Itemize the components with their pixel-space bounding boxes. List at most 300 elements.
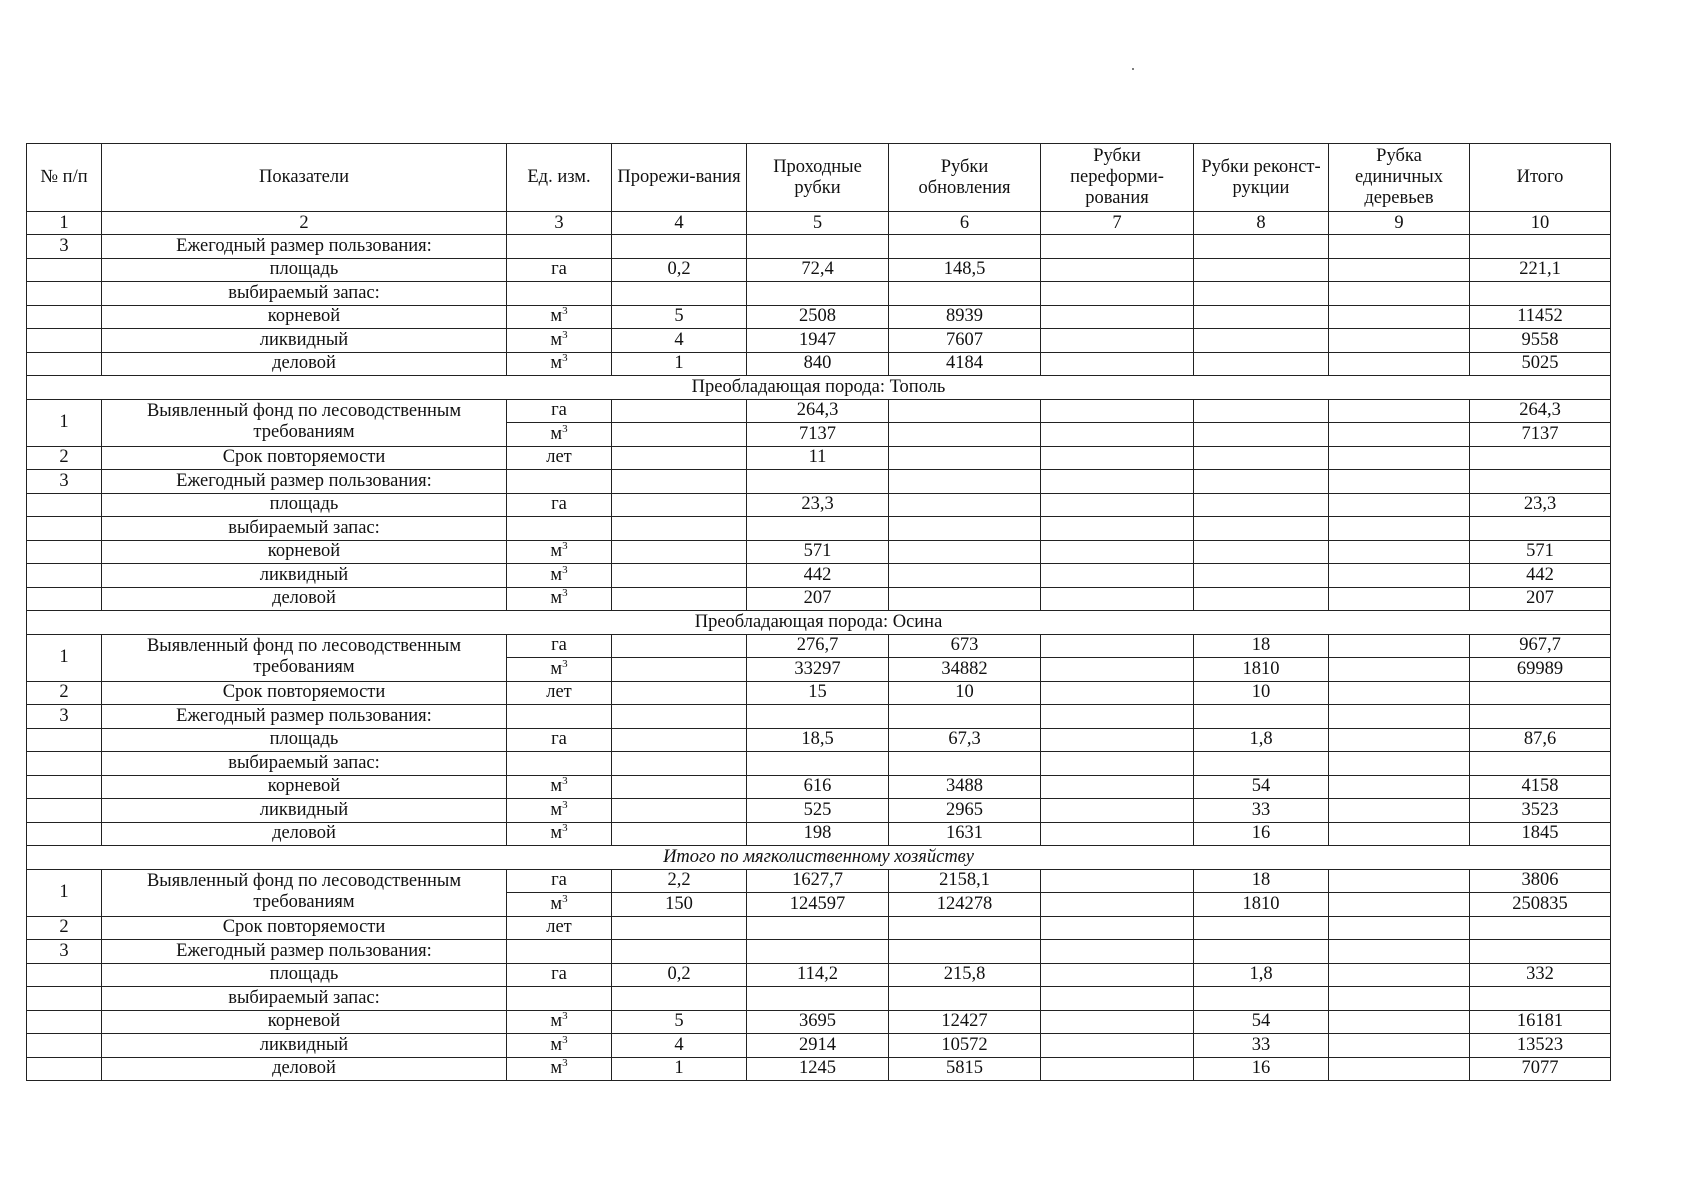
indicator-name: выбираемый запас: [102, 517, 507, 541]
value-cell: 114,2 [747, 963, 889, 987]
row-number [27, 587, 102, 611]
column-header: Итого [1470, 144, 1611, 212]
value-cell [1194, 916, 1329, 940]
value-cell [1194, 517, 1329, 541]
value-cell: 4158 [1470, 775, 1611, 799]
value-cell [1329, 352, 1470, 376]
value-cell: 0,2 [612, 963, 747, 987]
value-cell [1329, 329, 1470, 353]
value-cell [1041, 517, 1194, 541]
value-cell: 10 [1194, 681, 1329, 705]
value-cell: 3695 [747, 1010, 889, 1034]
table-row [27, 728, 1611, 752]
value-cell [1329, 893, 1470, 917]
value-cell [889, 587, 1041, 611]
value-cell [1041, 423, 1194, 447]
indicator-name: корневой [102, 540, 507, 564]
value-cell [1329, 564, 1470, 588]
row-number [27, 963, 102, 987]
value-cell [1194, 352, 1329, 376]
value-cell: 13523 [1470, 1034, 1611, 1058]
row-number [27, 329, 102, 353]
value-cell [889, 540, 1041, 564]
value-cell [1470, 752, 1611, 776]
unit-cell: $м^3$ [507, 1057, 612, 1081]
unit-cell: $м^3$ [507, 893, 612, 917]
value-cell [1329, 540, 1470, 564]
value-cell [1194, 305, 1329, 329]
value-cell: 23,3 [1470, 493, 1611, 517]
value-cell [612, 775, 747, 799]
indicator-name: ликвидный [102, 564, 507, 588]
row-number: 3 [27, 940, 102, 964]
value-cell: 9558 [1470, 329, 1611, 353]
unit-cell: га [507, 258, 612, 282]
value-cell [1470, 282, 1611, 306]
table-row [27, 587, 1611, 611]
value-cell: 1810 [1194, 893, 1329, 917]
indicator-name: выбираемый запас: [102, 752, 507, 776]
value-cell [1041, 1034, 1194, 1058]
indicator-name: Ежегодный размер пользования: [102, 235, 507, 259]
indicator-name: Выявленный фонд по лесоводственным требованиям [102, 869, 507, 916]
value-cell [1041, 282, 1194, 306]
unit-cell [507, 470, 612, 494]
value-cell: 0,2 [612, 258, 747, 282]
unit-cell [507, 282, 612, 306]
value-cell [1041, 305, 1194, 329]
row-number: 2 [27, 446, 102, 470]
table-row [27, 681, 1611, 705]
table-row [27, 822, 1611, 846]
row-number [27, 799, 102, 823]
value-cell [889, 282, 1041, 306]
indicator-name: деловой [102, 352, 507, 376]
column-number: 8 [1194, 212, 1329, 235]
value-cell [889, 399, 1041, 423]
value-cell: 571 [747, 540, 889, 564]
value-cell [612, 916, 747, 940]
table-row [27, 470, 1611, 494]
value-cell [612, 987, 747, 1011]
table-row [27, 352, 1611, 376]
column-header: Рубка единичных деревьев [1329, 144, 1470, 212]
value-cell [612, 752, 747, 776]
value-cell [889, 987, 1041, 1011]
value-cell [889, 235, 1041, 259]
value-cell [1041, 893, 1194, 917]
value-cell [1041, 1057, 1194, 1081]
forest-use-table [26, 143, 1611, 1081]
value-cell [612, 517, 747, 541]
indicator-name: Ежегодный размер пользования: [102, 470, 507, 494]
value-cell [1329, 916, 1470, 940]
value-cell [1041, 752, 1194, 776]
section-title: Преобладающая порода: Тополь [27, 376, 1611, 400]
row-number: 3 [27, 705, 102, 729]
unit-cell: лет [507, 681, 612, 705]
row-number: 3 [27, 470, 102, 494]
row-number [27, 1034, 102, 1058]
unit-cell: га [507, 869, 612, 893]
value-cell [1041, 399, 1194, 423]
value-cell [1329, 1057, 1470, 1081]
value-cell [1041, 1010, 1194, 1034]
unit-cell: га [507, 963, 612, 987]
value-cell [1470, 916, 1611, 940]
value-cell [612, 658, 747, 682]
value-cell: 673 [889, 634, 1041, 658]
indicator-name: корневой [102, 1010, 507, 1034]
row-number [27, 282, 102, 306]
value-cell [1470, 446, 1611, 470]
value-cell: 1 [612, 1057, 747, 1081]
value-cell [1194, 329, 1329, 353]
value-cell: 1,8 [1194, 728, 1329, 752]
value-cell: 10 [889, 681, 1041, 705]
row-number [27, 564, 102, 588]
value-cell: 15 [747, 681, 889, 705]
value-cell [747, 517, 889, 541]
value-cell: 207 [747, 587, 889, 611]
value-cell [612, 470, 747, 494]
table-row [27, 540, 1611, 564]
value-cell: 525 [747, 799, 889, 823]
value-cell [1329, 517, 1470, 541]
value-cell [889, 470, 1041, 494]
value-cell: 571 [1470, 540, 1611, 564]
value-cell: 332 [1470, 963, 1611, 987]
value-cell [889, 423, 1041, 447]
section-header-row [27, 376, 1611, 400]
value-cell [1329, 423, 1470, 447]
value-cell [1329, 681, 1470, 705]
value-cell [747, 282, 889, 306]
value-cell [1194, 493, 1329, 517]
value-cell [889, 517, 1041, 541]
unit-cell [507, 752, 612, 776]
value-cell [1194, 423, 1329, 447]
value-cell: 33297 [747, 658, 889, 682]
row-number [27, 493, 102, 517]
value-cell: 264,3 [747, 399, 889, 423]
column-number: 9 [1329, 212, 1470, 235]
indicator-name: ликвидный [102, 1034, 507, 1058]
table-row [27, 752, 1611, 776]
column-number-row [27, 212, 1611, 235]
table-row [27, 963, 1611, 987]
unit-cell: $м^3$ [507, 1034, 612, 1058]
row-number: 1 [27, 399, 102, 446]
value-cell [612, 564, 747, 588]
section-header-row [27, 846, 1611, 870]
indicator-name: Срок повторяемости [102, 681, 507, 705]
value-cell: 34882 [889, 658, 1041, 682]
value-cell [1194, 235, 1329, 259]
indicator-name: корневой [102, 305, 507, 329]
value-cell: 54 [1194, 775, 1329, 799]
indicator-name: Ежегодный размер пользования: [102, 940, 507, 964]
unit-cell: $м^3$ [507, 587, 612, 611]
unit-cell: $м^3$ [507, 1010, 612, 1034]
value-cell: 3806 [1470, 869, 1611, 893]
table-row [27, 329, 1611, 353]
unit-cell [507, 517, 612, 541]
table-row [27, 987, 1611, 1011]
value-cell [1329, 987, 1470, 1011]
value-cell [612, 940, 747, 964]
value-cell: 5 [612, 1010, 747, 1034]
value-cell [1194, 470, 1329, 494]
value-cell [1041, 352, 1194, 376]
value-cell [1329, 799, 1470, 823]
value-cell: 221,1 [1470, 258, 1611, 282]
value-cell [1329, 822, 1470, 846]
unit-cell: лет [507, 446, 612, 470]
value-cell [1329, 1010, 1470, 1034]
unit-cell: $м^3$ [507, 822, 612, 846]
row-number: 3 [27, 235, 102, 259]
value-cell: 1947 [747, 329, 889, 353]
value-cell [612, 634, 747, 658]
row-number: 2 [27, 681, 102, 705]
header-row [27, 144, 1611, 212]
value-cell [1329, 963, 1470, 987]
column-number: 10 [1470, 212, 1611, 235]
value-cell: 16181 [1470, 1010, 1611, 1034]
value-cell [1041, 446, 1194, 470]
value-cell: 18 [1194, 634, 1329, 658]
value-cell [1194, 540, 1329, 564]
unit-cell: га [507, 728, 612, 752]
value-cell [747, 987, 889, 1011]
row-number: 1 [27, 634, 102, 681]
table-row [27, 493, 1611, 517]
table-row [27, 258, 1611, 282]
unit-cell: га [507, 634, 612, 658]
column-number: 2 [102, 212, 507, 235]
value-cell: 33 [1194, 1034, 1329, 1058]
table-row [27, 1034, 1611, 1058]
value-cell: 16 [1194, 822, 1329, 846]
value-cell [1194, 446, 1329, 470]
table-row [27, 1010, 1611, 1034]
unit-cell [507, 705, 612, 729]
value-cell [1470, 940, 1611, 964]
row-number [27, 540, 102, 564]
value-cell [1329, 399, 1470, 423]
table-row [27, 1057, 1611, 1081]
table-row [27, 305, 1611, 329]
value-cell [1470, 470, 1611, 494]
table-row [27, 869, 1611, 893]
value-cell: 124278 [889, 893, 1041, 917]
value-cell [1041, 235, 1194, 259]
table-row [27, 705, 1611, 729]
value-cell: 54 [1194, 1010, 1329, 1034]
value-cell: 8939 [889, 305, 1041, 329]
unit-cell: $м^3$ [507, 540, 612, 564]
value-cell [1470, 235, 1611, 259]
value-cell [1041, 775, 1194, 799]
indicator-name: Срок повторяемости [102, 916, 507, 940]
value-cell [1041, 540, 1194, 564]
column-header: Рубки реконст-рукции [1194, 144, 1329, 212]
value-cell [612, 822, 747, 846]
value-cell [1041, 916, 1194, 940]
value-cell [889, 564, 1041, 588]
value-cell: 5025 [1470, 352, 1611, 376]
row-number [27, 822, 102, 846]
value-cell [1041, 493, 1194, 517]
unit-cell [507, 235, 612, 259]
value-cell: 2508 [747, 305, 889, 329]
value-cell [1470, 517, 1611, 541]
row-number [27, 1010, 102, 1034]
value-cell: 69989 [1470, 658, 1611, 682]
unit-cell [507, 940, 612, 964]
value-cell [612, 282, 747, 306]
table-row [27, 517, 1611, 541]
value-cell: 1 [612, 352, 747, 376]
value-cell: 442 [1470, 564, 1611, 588]
value-cell [1329, 775, 1470, 799]
unit-cell: $м^3$ [507, 564, 612, 588]
table-row [27, 916, 1611, 940]
column-number: 5 [747, 212, 889, 235]
indicator-name: выбираемый запас: [102, 987, 507, 1011]
value-cell: 150 [612, 893, 747, 917]
table-row [27, 399, 1611, 423]
value-cell: 1,8 [1194, 963, 1329, 987]
value-cell: 840 [747, 352, 889, 376]
unit-cell: га [507, 399, 612, 423]
value-cell [612, 681, 747, 705]
value-cell: 12427 [889, 1010, 1041, 1034]
value-cell [1329, 705, 1470, 729]
column-number: 4 [612, 212, 747, 235]
value-cell [889, 916, 1041, 940]
row-number: 2 [27, 916, 102, 940]
value-cell: 2158,1 [889, 869, 1041, 893]
value-cell: 1810 [1194, 658, 1329, 682]
value-cell [1041, 799, 1194, 823]
value-cell [1194, 705, 1329, 729]
value-cell [1041, 822, 1194, 846]
value-cell [1329, 728, 1470, 752]
value-cell: 7137 [1470, 423, 1611, 447]
value-cell: 72,4 [747, 258, 889, 282]
section-header-row [27, 611, 1611, 635]
value-cell [1329, 305, 1470, 329]
unit-cell: $м^3$ [507, 423, 612, 447]
value-cell: 2914 [747, 1034, 889, 1058]
value-cell: 207 [1470, 587, 1611, 611]
value-cell: 3523 [1470, 799, 1611, 823]
value-cell [1194, 987, 1329, 1011]
column-number: 7 [1041, 212, 1194, 235]
row-number [27, 775, 102, 799]
value-cell [1329, 752, 1470, 776]
value-cell: 67,3 [889, 728, 1041, 752]
row-number [27, 1057, 102, 1081]
indicator-name: ликвидный [102, 329, 507, 353]
column-header: Проходные рубки [747, 144, 889, 212]
table-row [27, 282, 1611, 306]
value-cell [1329, 493, 1470, 517]
value-cell [1470, 987, 1611, 1011]
value-cell: 5815 [889, 1057, 1041, 1081]
section-title: Итого по мягколиственному хозяйству [27, 846, 1611, 870]
value-cell [747, 940, 889, 964]
value-cell: 5 [612, 305, 747, 329]
value-cell [1194, 564, 1329, 588]
value-cell: 16 [1194, 1057, 1329, 1081]
value-cell [1329, 940, 1470, 964]
indicator-name: площадь [102, 728, 507, 752]
value-cell [1329, 1034, 1470, 1058]
value-cell [612, 705, 747, 729]
unit-cell: $м^3$ [507, 352, 612, 376]
value-cell [1329, 446, 1470, 470]
row-number [27, 305, 102, 329]
value-cell: 7607 [889, 329, 1041, 353]
value-cell: 276,7 [747, 634, 889, 658]
value-cell [1041, 470, 1194, 494]
column-header: Показатели [102, 144, 507, 212]
value-cell: 198 [747, 822, 889, 846]
unit-cell: $м^3$ [507, 658, 612, 682]
column-header: Рубки обновления [889, 144, 1041, 212]
column-header: Рубки переформи-рования [1041, 144, 1194, 212]
column-number: 1 [27, 212, 102, 235]
value-cell [1194, 399, 1329, 423]
value-cell [1041, 987, 1194, 1011]
unit-cell: $м^3$ [507, 799, 612, 823]
indicator-name: Ежегодный размер пользования: [102, 705, 507, 729]
indicator-name: деловой [102, 587, 507, 611]
unit-cell: $м^3$ [507, 305, 612, 329]
unit-cell: га [507, 493, 612, 517]
section-title: Преобладающая порода: Осина [27, 611, 1611, 635]
value-cell [1329, 470, 1470, 494]
value-cell: 2965 [889, 799, 1041, 823]
value-cell [1041, 705, 1194, 729]
unit-cell: $м^3$ [507, 775, 612, 799]
value-cell [1041, 869, 1194, 893]
row-number [27, 517, 102, 541]
value-cell: 4184 [889, 352, 1041, 376]
value-cell [1194, 282, 1329, 306]
value-cell [1194, 940, 1329, 964]
row-number [27, 752, 102, 776]
value-cell: 18 [1194, 869, 1329, 893]
value-cell [889, 705, 1041, 729]
table-row [27, 940, 1611, 964]
column-header: Прорежи-вания [612, 144, 747, 212]
value-cell [889, 493, 1041, 517]
table-row [27, 564, 1611, 588]
value-cell [1329, 258, 1470, 282]
unit-cell: лет [507, 916, 612, 940]
value-cell [1329, 658, 1470, 682]
value-cell: 33 [1194, 799, 1329, 823]
value-cell [1329, 634, 1470, 658]
value-cell [1041, 587, 1194, 611]
value-cell [747, 470, 889, 494]
value-cell [889, 752, 1041, 776]
value-cell [612, 423, 747, 447]
